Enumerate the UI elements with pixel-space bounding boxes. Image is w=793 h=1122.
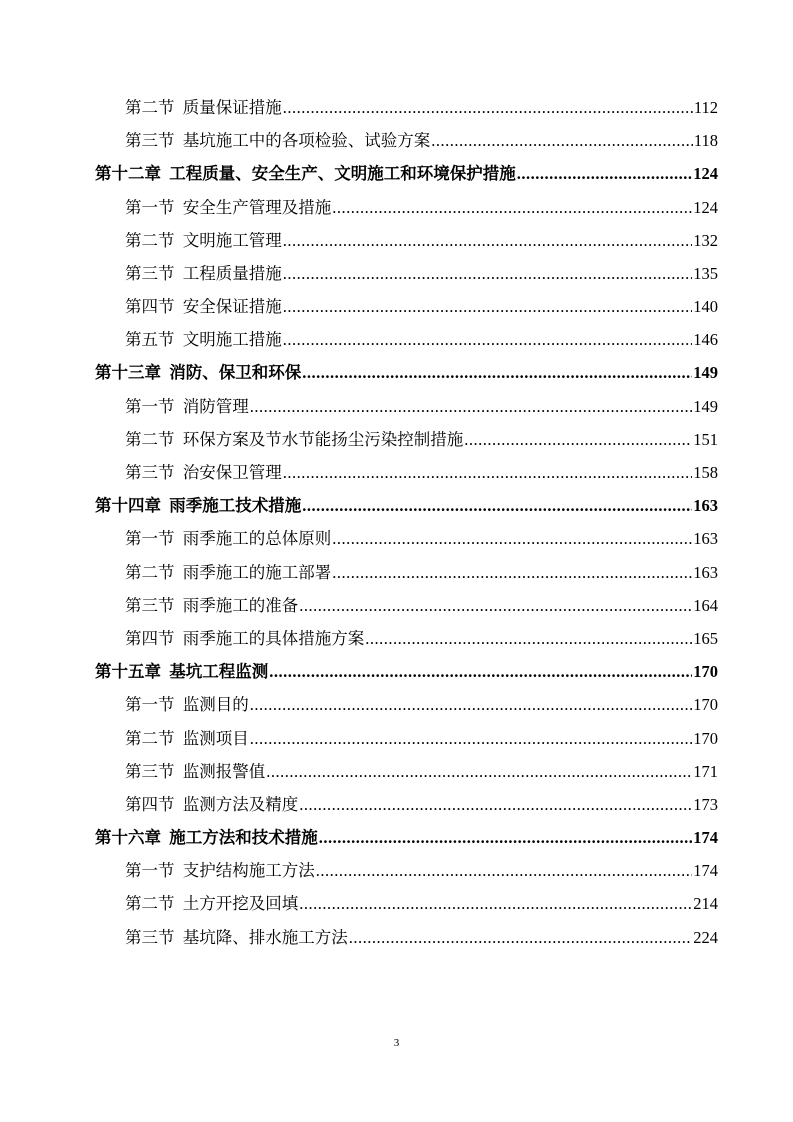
toc-section-number: 第二节 [125, 230, 175, 250]
toc-section-title: 文明施工措施 [182, 330, 282, 350]
toc-section-row[interactable] [95, 522, 718, 555]
toc-section-title: 安全生产管理及措施 [182, 197, 332, 217]
toc-section-row[interactable] [95, 224, 718, 257]
toc-section-number: 第一节 [125, 529, 175, 549]
toc-page-number: 112 [693, 97, 718, 117]
toc-section-number: 第二节 [125, 562, 175, 582]
toc-leader-dots [464, 423, 692, 456]
toc-chapter-row[interactable] [95, 157, 718, 190]
toc-section-number: 第五节 [125, 330, 175, 350]
toc-section-number: 第三节 [125, 263, 175, 283]
toc-page-number: 132 [693, 230, 718, 250]
toc-section-row[interactable] [95, 688, 718, 721]
page-number: 3 [393, 1037, 400, 1049]
toc-section-row[interactable] [95, 854, 718, 887]
toc-section-title: 基坑施工中的各项检验、试验方案 [182, 131, 431, 151]
toc-leader-dots [283, 91, 693, 124]
toc-page-number: 163 [693, 529, 718, 549]
toc-section-title: 工程质量措施 [182, 263, 282, 283]
toc-section-row[interactable] [95, 191, 718, 224]
toc-page-number: 163 [693, 562, 718, 582]
toc-chapter-number: 第十二章 [95, 164, 161, 184]
toc-section-number: 第一节 [125, 197, 175, 217]
toc-leader-dots [365, 622, 692, 655]
toc-section-number: 第三节 [125, 927, 175, 947]
toc-leader-dots [266, 755, 692, 788]
toc-page-number: 164 [693, 595, 718, 615]
toc-section-row[interactable] [95, 788, 718, 821]
toc-leader-dots [332, 522, 692, 555]
toc-leader-dots [349, 921, 693, 954]
toc-section-title: 基坑降、排水施工方法 [182, 927, 348, 947]
toc-page-number: 151 [693, 429, 718, 449]
toc-section-row[interactable] [95, 456, 718, 489]
toc-section-row[interactable] [95, 921, 718, 954]
toc-page-number: 174 [693, 861, 718, 881]
toc-page-number: 165 [693, 628, 718, 648]
toc-section-row[interactable] [95, 589, 718, 622]
toc-leader-dots [250, 688, 693, 721]
toc-section-title: 消防管理 [182, 396, 249, 416]
toc-chapter-number: 第十四章 [95, 496, 161, 516]
toc-section-row[interactable] [95, 755, 718, 788]
toc-leader-dots [283, 257, 693, 290]
toc-section-row[interactable] [95, 423, 718, 456]
toc-section-number: 第四节 [125, 794, 175, 814]
toc-section-title: 雨季施工的准备 [182, 595, 299, 615]
toc-leader-dots [299, 788, 692, 821]
toc-section-row[interactable] [95, 91, 718, 124]
toc-page-number: 170 [693, 662, 718, 682]
toc-section-row[interactable] [95, 390, 718, 423]
toc-leader-dots [517, 157, 693, 190]
toc-section-number: 第三节 [125, 131, 175, 151]
toc-page-number: 124 [693, 164, 718, 184]
toc-leader-dots [269, 655, 692, 688]
toc-section-row[interactable] [95, 257, 718, 290]
toc-section-number: 第三节 [125, 595, 175, 615]
toc-leader-dots [316, 854, 693, 887]
toc-chapter-row[interactable] [95, 821, 718, 854]
toc-chapter-number: 第十五章 [95, 662, 161, 682]
toc-section-row[interactable] [95, 556, 718, 589]
toc-page-number: 149 [693, 363, 718, 383]
toc-section-row[interactable] [95, 124, 718, 157]
toc-chapter-row[interactable] [95, 655, 718, 688]
toc-chapter-title: 工程质量、安全生产、文明施工和环境保护措施 [169, 164, 516, 184]
toc-section-title: 支护结构施工方法 [182, 861, 315, 881]
toc-leader-dots [283, 456, 693, 489]
toc-section-title: 雨季施工的施工部署 [182, 562, 332, 582]
toc-page-number: 158 [693, 463, 718, 483]
toc-leader-dots [332, 191, 692, 224]
table-of-contents [95, 91, 718, 954]
toc-section-number: 第二节 [125, 429, 175, 449]
toc-section-number: 第一节 [125, 861, 175, 881]
toc-leader-dots [299, 589, 692, 622]
toc-section-number: 第二节 [125, 97, 175, 117]
toc-section-number: 第四节 [125, 297, 175, 317]
toc-section-title: 环保方案及节水节能扬尘污染控制措施 [182, 429, 464, 449]
toc-page-number: 140 [693, 297, 718, 317]
toc-section-title: 监测项目 [182, 728, 249, 748]
toc-section-number: 第三节 [125, 463, 175, 483]
toc-page-number: 170 [693, 695, 718, 715]
toc-section-title: 雨季施工的总体原则 [182, 529, 332, 549]
toc-section-row[interactable] [95, 888, 718, 921]
toc-section-title: 治安保卫管理 [182, 463, 282, 483]
toc-section-title: 安全保证措施 [182, 297, 282, 317]
toc-page-number: 171 [693, 761, 718, 781]
toc-section-title: 质量保证措施 [182, 97, 282, 117]
toc-leader-dots [299, 887, 692, 920]
toc-chapter-number: 第十三章 [95, 363, 161, 383]
toc-chapter-row[interactable] [95, 357, 718, 390]
toc-section-number: 第二节 [125, 894, 175, 914]
toc-section-number: 第一节 [125, 396, 175, 416]
toc-page-number: 124 [693, 197, 718, 217]
toc-section-title: 监测方法及精度 [182, 794, 299, 814]
toc-page-number: 149 [693, 396, 718, 416]
toc-page-number: 224 [693, 927, 718, 947]
toc-section-title: 监测报警值 [182, 761, 266, 781]
toc-page-number: 118 [693, 131, 718, 151]
toc-leader-dots [302, 489, 692, 522]
toc-section-title: 雨季施工的具体措施方案 [182, 628, 365, 648]
toc-section-title: 土方开挖及回填 [182, 894, 299, 914]
toc-leader-dots [431, 124, 693, 157]
toc-section-row[interactable] [95, 323, 718, 356]
toc-section-number: 第一节 [125, 695, 175, 715]
toc-page-number: 163 [693, 496, 718, 516]
toc-leader-dots [283, 290, 693, 323]
toc-chapter-title: 基坑工程监测 [169, 662, 269, 682]
toc-section-title: 文明施工管理 [182, 230, 282, 250]
toc-leader-dots [283, 323, 693, 356]
toc-chapter-title: 雨季施工技术措施 [169, 496, 302, 516]
toc-leader-dots [250, 390, 693, 423]
toc-chapter-row[interactable] [95, 489, 718, 522]
toc-page-number: 214 [693, 894, 718, 914]
toc-chapter-title: 消防、保卫和环保 [169, 363, 302, 383]
toc-section-row[interactable] [95, 622, 718, 655]
toc-page-number: 146 [693, 330, 718, 350]
toc-page-number: 135 [693, 263, 718, 283]
toc-leader-dots [319, 821, 693, 854]
toc-section-title: 监测目的 [182, 695, 249, 715]
toc-page-number: 170 [693, 728, 718, 748]
toc-chapter-number: 第十六章 [95, 828, 161, 848]
toc-section-number: 第四节 [125, 628, 175, 648]
toc-chapter-title: 施工方法和技术措施 [169, 828, 318, 848]
toc-section-row[interactable] [95, 722, 718, 755]
toc-page-number: 173 [693, 794, 718, 814]
toc-section-row[interactable] [95, 290, 718, 323]
toc-leader-dots [302, 356, 692, 389]
toc-page-number: 174 [693, 828, 718, 848]
toc-section-number: 第三节 [125, 761, 175, 781]
toc-section-number: 第二节 [125, 728, 175, 748]
toc-leader-dots [250, 722, 693, 755]
toc-leader-dots [332, 556, 692, 589]
toc-leader-dots [283, 224, 693, 257]
